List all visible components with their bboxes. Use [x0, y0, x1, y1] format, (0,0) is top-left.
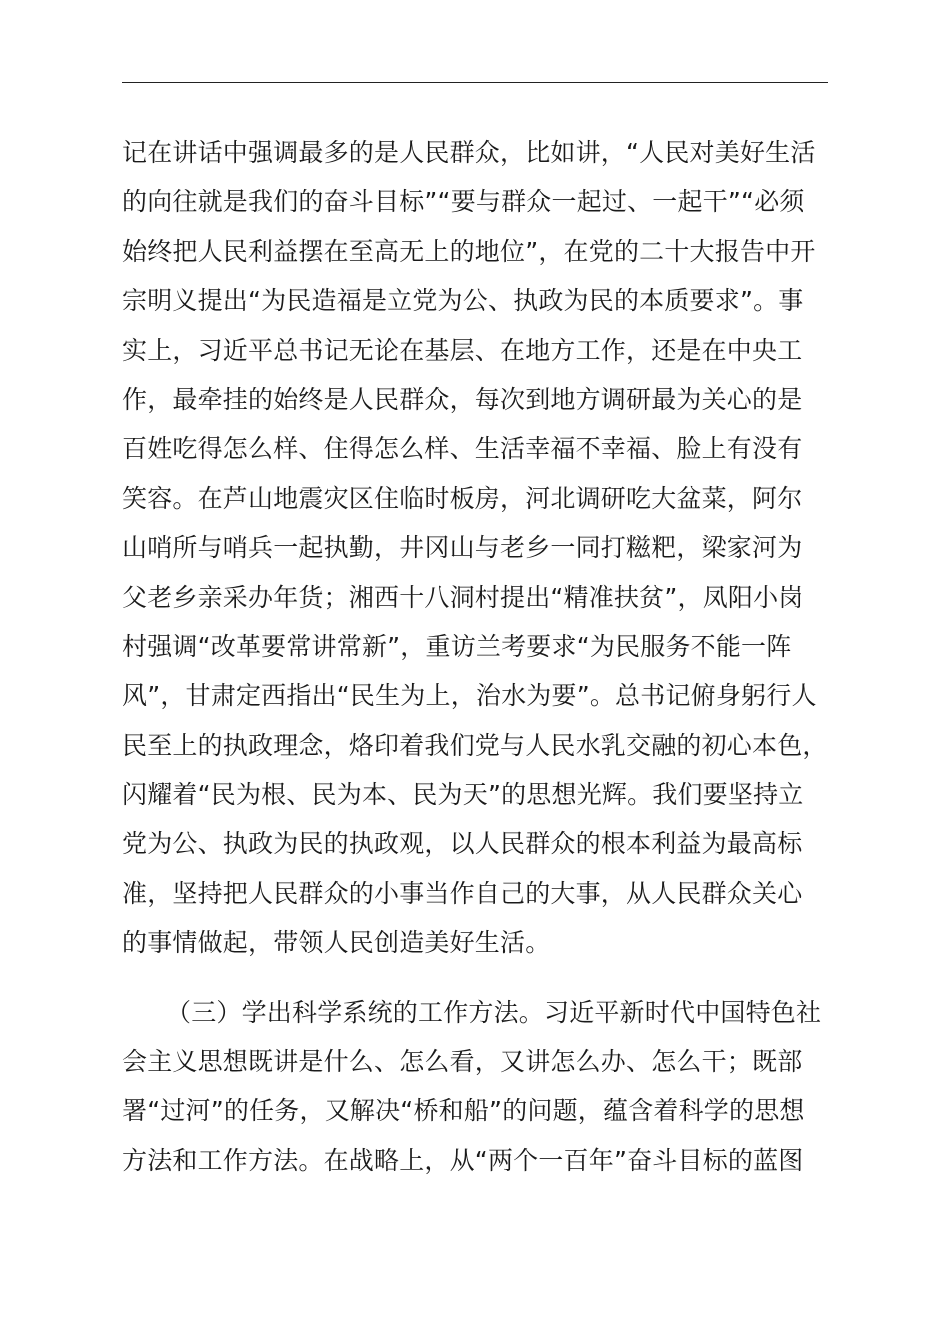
text-line: 始终把人民利益摆在至高无上的地位”，在党的二十大报告中开 [122, 236, 816, 266]
text-line: 方法和工作方法。在战略上，从“两个一百年”奋斗目标的蓝图 [122, 1145, 804, 1175]
paragraph-gap [122, 968, 834, 988]
text-line: 闪耀着“民为根、民为本、民为天”的思想光辉。我们要坚持立 [122, 780, 804, 810]
text-line: 笑容。在芦山地震灾区住临时板房，河北调研吃大盆菜，阿尔 [122, 483, 803, 513]
text-line: 父老乡亲采办年货；湘西十八洞村提出“精准扶贫”，凤阳小岗 [122, 582, 804, 612]
text-line: 宗明义提出“为民造福是立党为公、执政为民的本质要求”。事 [122, 286, 804, 316]
text-line: 党为公、执政为民的执政观，以人民群众的根本利益为最高标 [122, 829, 803, 859]
text-line: 山哨所与哨兵一起执勤，井冈山与老乡一同打糍粑，梁家河为 [122, 533, 803, 563]
text-line: 记在讲话中强调最多的是人民群众，比如讲，“人民对美好生活 [122, 138, 816, 167]
text-line: 风”，甘肃定西指出“民生为上，治水为要”。总书记俯身躬行人 [122, 681, 817, 711]
text-line: 村强调“改革要常讲常新”，重访兰考要求“为民服务不能一阵 [122, 631, 792, 661]
text-line: 百姓吃得怎么样、住得怎么样、生活幸福不幸福、脸上有没有 [122, 434, 803, 464]
text-line: 的向往就是我们的奋斗目标”“要与群众一起过、一起干”“必须 [122, 187, 805, 217]
document-body [122, 128, 834, 1185]
text-line: 准，坚持把人民群众的小事当作自己的大事，从人民群众关心 [122, 878, 803, 908]
header-rule [122, 82, 828, 83]
paragraph-2 [122, 988, 834, 1186]
text-line: 实上，习近平总书记无论在基层、在地方工作，还是在中央工 [122, 335, 803, 365]
text-line: 署“过河”的任务，又解决“桥和船”的问题，蕴含着科学的思想 [122, 1096, 805, 1126]
paragraph-1 [122, 128, 834, 968]
text-line: 的事情做起，带领人民创造美好生活。 [122, 928, 551, 958]
text-line: 作，最牵挂的始终是人民群众，每次到地方调研最为关心的是 [122, 384, 803, 414]
text-line: 民至上的执政理念，烙印着我们党与人民水乳交融的初心本色， [122, 730, 828, 760]
text-line: 会主义思想既讲是什么、怎么看，又讲怎么办、怎么干；既部 [122, 1047, 803, 1077]
section-heading-line: （三）学出科学系统的工作方法。习近平新时代中国特色社 [166, 997, 822, 1027]
